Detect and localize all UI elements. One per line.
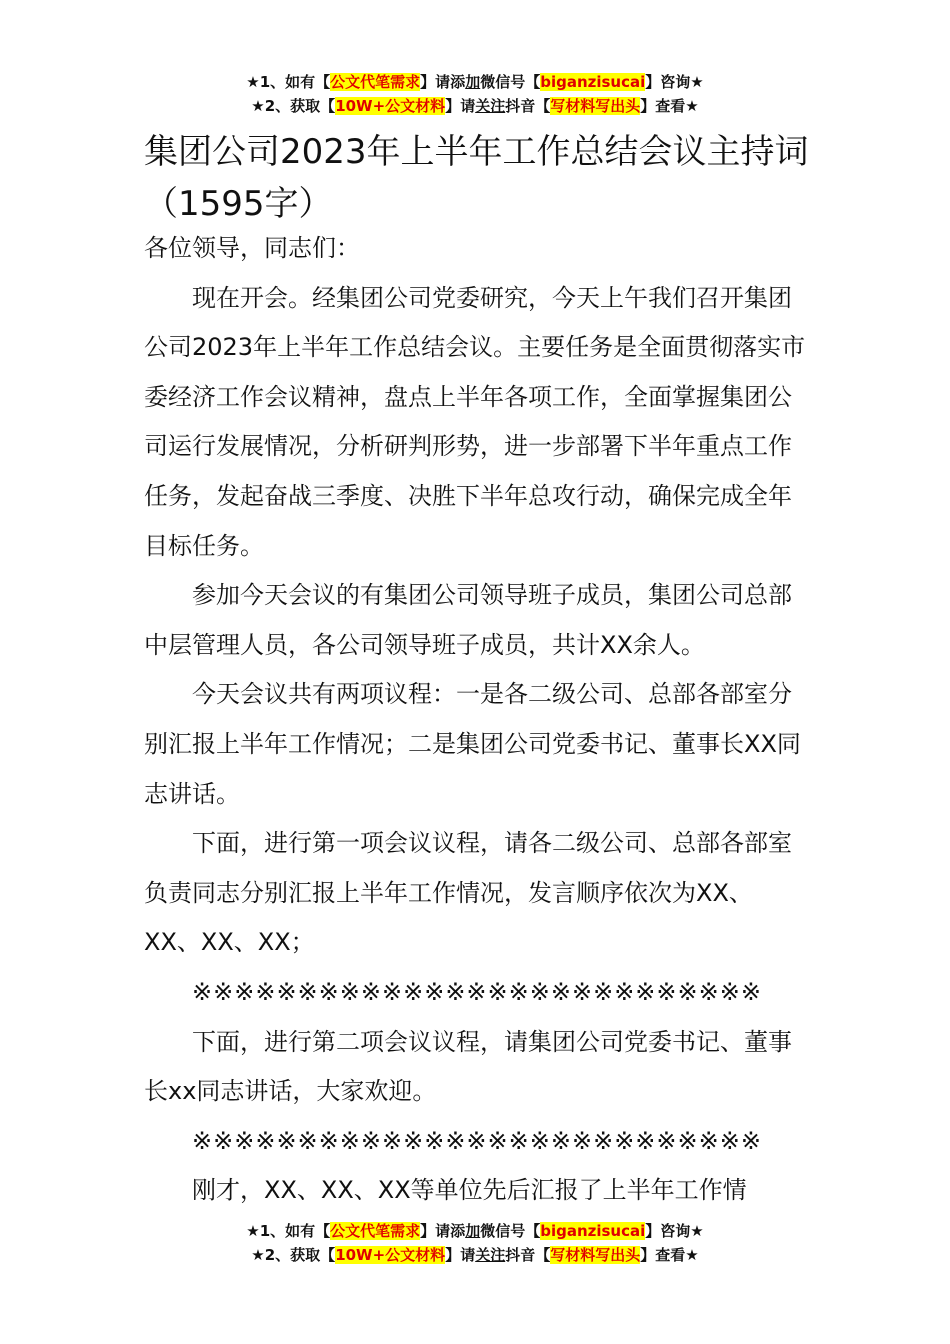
paragraph-opening: 现在开会。经集团公司党委研究，今天上午我们召开集团公司2023年上半年工作总结会议。主要任务是全面贯彻落实市委经济工作会议精神，盘点上半年各项工作，全面掌握集团公司运行发展情况，分析研判形势，进一步部署下半年重点工作任务，发起奋战三季度、决胜下半年总攻行动，确保完成全年目标任务。: [144, 283, 806, 560]
paragraph-attendees: 参加今天会议的有集团公司领导班子成员，集团公司总部中层管理人员，各公司领导班子成员，共计XX余人。: [144, 581, 792, 659]
promo-text: 抖音【: [505, 1246, 551, 1264]
promo-line-1: [0, 70, 950, 94]
separator-line: ※※※※※※※※※※※※※※※※※※※※※※※※※※※: [192, 977, 762, 1006]
footer-promo-banner: [0, 1219, 950, 1267]
promo-text: 】咨询★: [645, 1222, 704, 1240]
promo-text: ★2、获取【: [251, 97, 336, 115]
document-title: 集团公司2023年上半年工作总结会议主持词（1595字）: [144, 132, 809, 224]
promo-text: 】请添: [420, 1222, 466, 1240]
promo-text: ★1、如有【: [246, 1222, 331, 1240]
header-promo-banner: [0, 70, 950, 118]
promo-highlight: 写材料写出头: [550, 1246, 641, 1264]
promo-underline-text: 加: [465, 73, 481, 91]
promo-underline-text: 关注: [475, 97, 506, 115]
promo-highlight: 公文代笔需求: [330, 73, 421, 91]
promo-text: 】查看★: [640, 97, 699, 115]
paragraph-agenda-item-2: 下面，进行第二项会议议程，请集团公司党委书记、董事长xx同志讲话，大家欢迎。: [144, 1027, 792, 1106]
promo-line-1: [0, 1219, 950, 1243]
promo-highlight: 写材料写出头: [550, 97, 641, 115]
promo-highlight: biganzisucai: [540, 73, 646, 91]
separator-line: ※※※※※※※※※※※※※※※※※※※※※※※※※※※: [192, 1126, 762, 1155]
promo-text: 微信号【: [480, 1222, 541, 1240]
promo-highlight: biganzisucai: [540, 1222, 646, 1240]
promo-line-2: [0, 94, 950, 118]
promo-text: 微信号【: [480, 73, 541, 91]
promo-text: ★1、如有【: [246, 73, 331, 91]
promo-line-2: [0, 1243, 950, 1267]
paragraph-agenda-item-1: 下面，进行第一项会议议程，请各二级公司、总部各部室负责同志分别汇报上半年工作情况，发言顺序依次为XX、XX、XX、XX；: [144, 829, 792, 957]
promo-highlight: 公文代笔需求: [330, 1222, 421, 1240]
salutation: 各位领导，同志们：: [144, 234, 360, 262]
promo-text: ★2、获取【: [251, 1246, 336, 1264]
promo-text: 】查看★: [640, 1246, 699, 1264]
promo-underline-text: 关注: [475, 1246, 506, 1264]
promo-text: 抖音【: [505, 97, 551, 115]
paragraph-agenda: 今天会议共有两项议程：一是各二级公司、总部各部室分别汇报上半年工作情况；二是集团公司党委书记、董事长XX同志讲话。: [144, 680, 801, 808]
promo-highlight: 10W+公文材料: [335, 97, 446, 115]
promo-text: 】咨询★: [645, 73, 704, 91]
promo-text: 】请: [445, 1246, 476, 1264]
document-body: [144, 224, 808, 1216]
promo-underline-text: 加: [465, 1222, 481, 1240]
promo-highlight: 10W+公文材料: [335, 1246, 446, 1264]
paragraph-summary: 刚才，XX、XX、XX等单位先后汇报了上半年工作情: [192, 1176, 747, 1205]
promo-text: 】请: [445, 97, 476, 115]
promo-text: 】请添: [420, 73, 466, 91]
